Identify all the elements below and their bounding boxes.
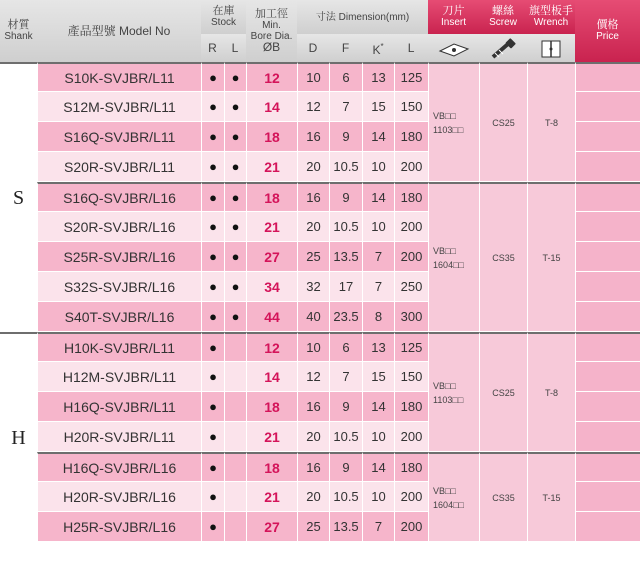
table-row bbox=[0, 452, 640, 482]
dim-d-cell: 20 bbox=[297, 482, 329, 512]
dim-k-cell: 13 bbox=[362, 332, 394, 362]
table-row bbox=[0, 182, 640, 212]
dim-l-cell: 200 bbox=[394, 152, 428, 182]
dim-k-cell: 7 bbox=[362, 272, 394, 302]
price-cell bbox=[575, 182, 640, 212]
dim-d-cell: 10 bbox=[297, 332, 329, 362]
screw-spec-cell: CS25 bbox=[479, 332, 527, 452]
insert-grade: 1604□□ bbox=[433, 499, 464, 510]
insert-code: VB□□ bbox=[433, 245, 456, 256]
dim-d-cell: 20 bbox=[297, 152, 329, 182]
dim-d-cell: 12 bbox=[297, 92, 329, 122]
insert-spec-cell bbox=[428, 452, 479, 542]
dim-k-cell: 10 bbox=[362, 212, 394, 242]
dim-k-cell: 15 bbox=[362, 362, 394, 392]
model-no-cell: H16Q-SVJBR/L11 bbox=[37, 392, 201, 422]
dim-d-cell: 10 bbox=[297, 62, 329, 92]
price-cell bbox=[575, 122, 640, 152]
wrench-spec-cell: T-8 bbox=[527, 332, 575, 452]
screw-spec-cell: CS35 bbox=[479, 452, 527, 542]
stock-r-cell: ● bbox=[201, 452, 224, 482]
price-cell bbox=[575, 482, 640, 512]
dim-d-cell: 20 bbox=[297, 212, 329, 242]
bore-dia-cell: 14 bbox=[246, 362, 297, 392]
dim-k-cell: 13 bbox=[362, 62, 394, 92]
insert-spec-cell bbox=[428, 332, 479, 452]
bore-dia-cell: 18 bbox=[246, 452, 297, 482]
model-no-cell: S40T-SVJBR/L16 bbox=[37, 302, 201, 332]
dim-k-cell: 10 bbox=[362, 422, 394, 452]
insert-code: VB□□ bbox=[433, 380, 456, 391]
dim-f-cell: 9 bbox=[329, 122, 362, 152]
dim-l-cell: 180 bbox=[394, 122, 428, 152]
stock-l-cell: ● bbox=[224, 152, 246, 182]
stock-l-cell: ● bbox=[224, 302, 246, 332]
dim-k-cell: 10 bbox=[362, 152, 394, 182]
stock-r-cell: ● bbox=[201, 482, 224, 512]
dim-l-cell: 300 bbox=[394, 302, 428, 332]
dim-l-cell: 125 bbox=[394, 332, 428, 362]
bore-dia-cell: 18 bbox=[246, 392, 297, 422]
dim-k-cell: 7 bbox=[362, 242, 394, 272]
wrench-icon-cell bbox=[527, 34, 575, 62]
screw-spec-cell: CS25 bbox=[479, 62, 527, 182]
dim-f-cell: 23.5 bbox=[329, 302, 362, 332]
stock-l-cell bbox=[224, 422, 246, 452]
price-cell bbox=[575, 152, 640, 182]
dim-l-header: L bbox=[394, 34, 428, 62]
stock-r-cell: ● bbox=[201, 332, 224, 362]
stock-r-cell: ● bbox=[201, 152, 224, 182]
wrench-spec-cell: T-15 bbox=[527, 452, 575, 542]
stock-r-header: R bbox=[201, 34, 224, 62]
stock-l-cell bbox=[224, 452, 246, 482]
dim-l-cell: 150 bbox=[394, 92, 428, 122]
price-cell bbox=[575, 212, 640, 242]
table-body bbox=[0, 62, 640, 542]
dim-f-cell: 7 bbox=[329, 362, 362, 392]
dim-l-cell: 250 bbox=[394, 272, 428, 302]
wrench-header: 旗型板手 Wrench bbox=[527, 0, 575, 34]
insert-spec-cell bbox=[428, 62, 479, 182]
dim-k-header: K* bbox=[362, 34, 394, 62]
bore-dia-cell: 34 bbox=[246, 272, 297, 302]
dim-l-cell: 180 bbox=[394, 452, 428, 482]
model-no-cell: S16Q-SVJBR/L11 bbox=[37, 122, 201, 152]
dim-l-cell: 125 bbox=[394, 62, 428, 92]
price-cell bbox=[575, 452, 640, 482]
model-no-cell: S20R-SVJBR/L11 bbox=[37, 152, 201, 182]
dim-f-cell: 17 bbox=[329, 272, 362, 302]
wrench-icon bbox=[536, 38, 566, 60]
dim-l-cell: 150 bbox=[394, 362, 428, 392]
screw-header: 螺絲 Screw bbox=[479, 0, 527, 34]
dim-f-header: F bbox=[329, 34, 362, 62]
stock-r-cell: ● bbox=[201, 92, 224, 122]
stock-r-cell: ● bbox=[201, 272, 224, 302]
stock-l-cell: ● bbox=[224, 62, 246, 92]
stock-r-cell: ● bbox=[201, 122, 224, 152]
insert-spec-cell bbox=[428, 182, 479, 332]
price-cell bbox=[575, 512, 640, 542]
dim-f-cell: 9 bbox=[329, 452, 362, 482]
insert-code: VB□□ bbox=[433, 110, 456, 121]
stock-l-cell: ● bbox=[224, 242, 246, 272]
bore-dia-cell: 18 bbox=[246, 122, 297, 152]
stock-r-cell: ● bbox=[201, 212, 224, 242]
bore-dia-cell: 14 bbox=[246, 92, 297, 122]
price-cell bbox=[575, 422, 640, 452]
bore-dia-cell: 27 bbox=[246, 242, 297, 272]
table-row bbox=[0, 62, 640, 92]
dim-f-cell: 10.5 bbox=[329, 422, 362, 452]
dim-d-cell: 25 bbox=[297, 242, 329, 272]
insert-grade: 1103□□ bbox=[433, 394, 464, 405]
stock-r-cell: ● bbox=[201, 242, 224, 272]
model-no-cell: H10K-SVJBR/L11 bbox=[37, 332, 201, 362]
stock-l-cell bbox=[224, 512, 246, 542]
stock-r-cell: ● bbox=[201, 182, 224, 212]
bore-header: 加工徑 Min. Bore Dia. ØB bbox=[246, 0, 297, 62]
stock-header: 在庫 Stock bbox=[201, 0, 246, 34]
stock-l-cell bbox=[224, 482, 246, 512]
shank-header: 材質 Shank bbox=[0, 0, 37, 62]
bore-dia-cell: 12 bbox=[246, 332, 297, 362]
price-cell bbox=[575, 92, 640, 122]
dim-f-cell: 13.5 bbox=[329, 242, 362, 272]
price-header: 價格 Price bbox=[575, 0, 640, 62]
stock-l-cell bbox=[224, 392, 246, 422]
stock-l-cell bbox=[224, 332, 246, 362]
dim-l-cell: 180 bbox=[394, 182, 428, 212]
dimension-header: 寸法 Dimension(mm) bbox=[297, 0, 428, 34]
stock-l-cell: ● bbox=[224, 272, 246, 302]
dim-f-cell: 10.5 bbox=[329, 482, 362, 512]
dim-f-cell: 10.5 bbox=[329, 152, 362, 182]
dim-l-cell: 200 bbox=[394, 242, 428, 272]
model-no-cell: S25R-SVJBR/L16 bbox=[37, 242, 201, 272]
insert-code: VB□□ bbox=[433, 485, 456, 496]
dim-d-cell: 20 bbox=[297, 422, 329, 452]
insert-icon bbox=[437, 39, 471, 59]
stock-l-header: L bbox=[224, 34, 246, 62]
model-no-cell: H25R-SVJBR/L16 bbox=[37, 512, 201, 542]
stock-l-cell: ● bbox=[224, 92, 246, 122]
dim-f-cell: 13.5 bbox=[329, 512, 362, 542]
insert-header: 刀片 Insert bbox=[428, 0, 479, 34]
stock-l-cell: ● bbox=[224, 212, 246, 242]
bore-dia-cell: 21 bbox=[246, 422, 297, 452]
dim-k-cell: 15 bbox=[362, 92, 394, 122]
dim-d-cell: 12 bbox=[297, 362, 329, 392]
stock-l-cell: ● bbox=[224, 122, 246, 152]
stock-r-cell: ● bbox=[201, 362, 224, 392]
insert-icon-cell bbox=[428, 34, 479, 62]
price-cell bbox=[575, 332, 640, 362]
model-no-cell: H12M-SVJBR/L11 bbox=[37, 362, 201, 392]
price-cell bbox=[575, 242, 640, 272]
price-cell bbox=[575, 302, 640, 332]
model-no-cell: S16Q-SVJBR/L16 bbox=[37, 182, 201, 212]
dim-l-cell: 200 bbox=[394, 512, 428, 542]
dim-f-cell: 6 bbox=[329, 332, 362, 362]
bore-dia-cell: 21 bbox=[246, 482, 297, 512]
wrench-spec-cell: T-8 bbox=[527, 62, 575, 182]
shank-type-cell: H bbox=[0, 332, 37, 542]
dim-d-cell: 32 bbox=[297, 272, 329, 302]
price-cell bbox=[575, 392, 640, 422]
insert-grade: 1103□□ bbox=[433, 124, 464, 135]
shank-type-cell: S bbox=[0, 62, 37, 332]
bore-dia-cell: 27 bbox=[246, 512, 297, 542]
stock-r-cell: ● bbox=[201, 422, 224, 452]
wrench-spec-cell: T-15 bbox=[527, 182, 575, 332]
dim-l-cell: 200 bbox=[394, 482, 428, 512]
dim-l-cell: 180 bbox=[394, 392, 428, 422]
dim-k-cell: 8 bbox=[362, 302, 394, 332]
table-header bbox=[0, 0, 640, 62]
model-no-cell: S32S-SVJBR/L16 bbox=[37, 272, 201, 302]
dim-k-cell: 7 bbox=[362, 512, 394, 542]
dim-d-cell: 16 bbox=[297, 182, 329, 212]
stock-r-cell: ● bbox=[201, 512, 224, 542]
bore-dia-cell: 44 bbox=[246, 302, 297, 332]
screw-spec-cell: CS35 bbox=[479, 182, 527, 332]
bore-dia-cell: 12 bbox=[246, 62, 297, 92]
price-cell bbox=[575, 62, 640, 92]
dim-k-cell: 14 bbox=[362, 182, 394, 212]
dim-d-cell: 16 bbox=[297, 122, 329, 152]
dim-l-cell: 200 bbox=[394, 212, 428, 242]
model-no-cell: H20R-SVJBR/L16 bbox=[37, 482, 201, 512]
stock-l-cell: ● bbox=[224, 182, 246, 212]
dim-k-cell: 14 bbox=[362, 452, 394, 482]
price-cell bbox=[575, 272, 640, 302]
screw-icon-cell bbox=[479, 34, 527, 62]
stock-l-cell bbox=[224, 362, 246, 392]
dim-f-cell: 9 bbox=[329, 182, 362, 212]
dim-k-cell: 14 bbox=[362, 122, 394, 152]
dim-f-cell: 7 bbox=[329, 92, 362, 122]
dim-d-header: D bbox=[297, 34, 329, 62]
dim-d-cell: 40 bbox=[297, 302, 329, 332]
stock-r-cell: ● bbox=[201, 62, 224, 92]
bore-dia-cell: 21 bbox=[246, 212, 297, 242]
dim-f-cell: 6 bbox=[329, 62, 362, 92]
insert-grade: 1604□□ bbox=[433, 259, 464, 270]
dim-f-cell: 10.5 bbox=[329, 212, 362, 242]
model-no-cell: H20R-SVJBR/L11 bbox=[37, 422, 201, 452]
dim-l-cell: 200 bbox=[394, 422, 428, 452]
model-header: 產品型號 Model No bbox=[37, 0, 201, 62]
model-no-cell: S20R-SVJBR/L16 bbox=[37, 212, 201, 242]
table-row bbox=[0, 332, 640, 362]
price-cell bbox=[575, 362, 640, 392]
dim-k-cell: 14 bbox=[362, 392, 394, 422]
model-no-cell: S12M-SVJBR/L11 bbox=[37, 92, 201, 122]
dim-k-cell: 10 bbox=[362, 482, 394, 512]
dim-d-cell: 16 bbox=[297, 392, 329, 422]
model-no-cell: H16Q-SVJBR/L16 bbox=[37, 452, 201, 482]
dim-d-cell: 25 bbox=[297, 512, 329, 542]
stock-r-cell: ● bbox=[201, 392, 224, 422]
dim-d-cell: 16 bbox=[297, 452, 329, 482]
stock-r-cell: ● bbox=[201, 302, 224, 332]
screw-icon bbox=[488, 38, 518, 60]
model-no-cell: S10K-SVJBR/L11 bbox=[37, 62, 201, 92]
dim-f-cell: 9 bbox=[329, 392, 362, 422]
bore-dia-cell: 21 bbox=[246, 152, 297, 182]
bore-dia-cell: 18 bbox=[246, 182, 297, 212]
